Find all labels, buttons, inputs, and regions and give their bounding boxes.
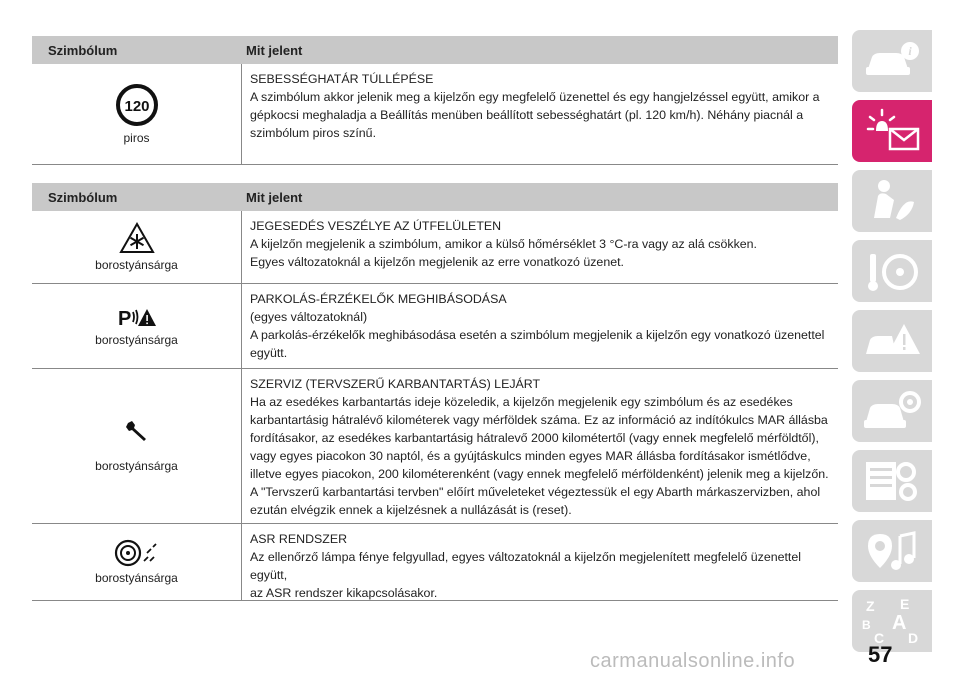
- table-row: [32, 211, 838, 284]
- color-caption: borostyánsárga: [95, 258, 178, 272]
- meaning-line: illetve egyes piacokon, 200 kilométerenként (vagy ennek megfelelő mérföldenként) jelenik meg a kijelzőn.: [250, 467, 829, 481]
- column-header-symbol: Szimbólum: [48, 189, 118, 205]
- table-header: [32, 36, 838, 64]
- meaning-line: ezután elvégzik ennek a kijelzésnek a nullázását is (reset).: [250, 503, 572, 517]
- index-letter: D: [908, 630, 919, 646]
- technical-data-icon: [862, 458, 922, 504]
- color-caption: borostyánsárga: [95, 459, 178, 473]
- symbol-cell: [32, 211, 242, 283]
- tab-starting-driving[interactable]: [852, 240, 932, 302]
- meaning-line: karbantartásig hátralévő kilométerek vagy mérföldek száma. Ez az információ az indítókulcs MAR állásba: [250, 413, 828, 427]
- tab-seat-safety[interactable]: [852, 170, 932, 232]
- multimedia-icon: [862, 528, 922, 574]
- meaning-title: SZERVIZ (TERVSZERŰ KARBANTARTÁS) LEJÁRT: [250, 377, 541, 391]
- meaning-title: PARKOLÁS-ÉRZÉKELŐK MEGHIBÁSODÁSA: [250, 292, 507, 306]
- tab-warning-lights[interactable]: [852, 100, 932, 162]
- column-header-symbol: Szimbólum: [48, 42, 118, 58]
- tab-technical-data[interactable]: [852, 450, 932, 512]
- index-letter: E: [900, 596, 910, 612]
- symbol-cell: [32, 369, 242, 523]
- speed-limit-icon: [115, 83, 159, 127]
- column-header-meaning: Mit jelent: [246, 42, 303, 58]
- index-letter: B: [862, 618, 871, 632]
- page-number: 57: [868, 642, 893, 667]
- tab-maintenance[interactable]: [852, 380, 932, 442]
- meaning-title: JEGESEDÉS VESZÉLYE AZ ÚTFELÜLETEN: [250, 219, 502, 233]
- meaning-cell: [242, 369, 838, 523]
- svg-text:P: P: [117, 308, 131, 329]
- starting-driving-icon: [864, 248, 920, 294]
- meaning-cell: [242, 64, 838, 164]
- warning-lights-icon: [860, 107, 924, 155]
- tab-car-info[interactable]: [852, 30, 932, 92]
- meaning-line: szimbólum piros színű.: [250, 126, 377, 140]
- meaning-title: SEBESSÉGHATÁR TÚLLÉPÉSE: [250, 72, 434, 86]
- car-info-icon: [862, 39, 922, 83]
- meaning-cell: [242, 524, 838, 600]
- index-letter: Z: [866, 598, 875, 614]
- watermark: carmanualsonline.info: [590, 650, 796, 672]
- speed-limit-value: 120: [123, 98, 150, 115]
- maintenance-icon: [862, 388, 922, 434]
- table-row: [32, 524, 838, 601]
- symbol-table-2: [32, 183, 838, 601]
- meaning-line: Egyes változatoknál a kijelzőn megjelenik az erre vonatkozó üzenet.: [250, 255, 624, 269]
- column-header-meaning: Mit jelent: [246, 189, 303, 205]
- table-row: [32, 64, 838, 165]
- symbol-cell: [32, 64, 242, 164]
- meaning-line: A "Tervszerű karbantartási tervben" előírt műveleteket végeztessük el egy Abarth márkaszervizben, ahol: [250, 485, 821, 499]
- index-icon: [860, 595, 924, 647]
- index-letter: C: [874, 630, 885, 646]
- symbol-cell: [32, 524, 242, 600]
- symbol-cell: [32, 284, 242, 368]
- meaning-line: A parkolás-érzékelők meghibásodása esetén a szimbólum megjelenik a kijelzőn egy vonatkozó üzenettel: [250, 328, 825, 342]
- table-row: [32, 369, 838, 524]
- snowflake-warning-icon: [119, 222, 155, 254]
- table-header: [32, 183, 838, 211]
- index-letter: A: [892, 612, 907, 634]
- meaning-line: A szimbólum akkor jelenik meg a kijelzőn egy megfelelő üzenettel és egy hangjelzéssel együtt, amikor a: [250, 90, 820, 104]
- meaning-line: vagy egyes piacokon 30 naptól, és a gyújtáskulcs minden egyes MAR állásba fordításakor ismétlődve,: [250, 449, 811, 463]
- meaning-line: gépkocsi meghaladja a Beállítás menüben beállított sebességhatárt (pl. 120 km/h). Néhány piacnál a: [250, 108, 804, 122]
- meaning-line: Ha az esedékes karbantartás ideje közeledik, a kijelzőn megjelenik egy szimbólum és az esedékes: [250, 395, 793, 409]
- meaning-line: A kijelzőn megjelenik a szimbólum, amikor a külső hőmérséklet 3 °C-ra vagy az alá csökken.: [250, 237, 757, 251]
- meaning-line: fordításakor, az esedékes karbantartásig hátralevő 2000 kilométertől (vagy ennek megfelelő mérföldtől),: [250, 431, 819, 445]
- meaning-line: az ASR rendszer kikapcsolásakor.: [250, 586, 438, 600]
- meaning-line: (egyes változatoknál): [250, 310, 368, 324]
- svg-text:i: i: [908, 44, 912, 58]
- emergency-icon: [862, 318, 922, 364]
- symbol-table-1: [32, 36, 838, 165]
- meaning-cell: [242, 284, 838, 368]
- table-row: [32, 284, 838, 369]
- color-caption: piros: [123, 131, 150, 145]
- meaning-line: együtt.: [250, 346, 288, 360]
- tab-emergency[interactable]: [852, 310, 932, 372]
- meaning-title: ASR RENDSZER: [250, 532, 348, 546]
- tab-multimedia[interactable]: [852, 520, 932, 582]
- meaning-cell: [242, 211, 838, 283]
- seat-safety-icon: [864, 178, 920, 224]
- wrench-icon: [125, 419, 149, 443]
- color-caption: borostyánsárga: [95, 333, 178, 347]
- color-caption: borostyánsárga: [95, 571, 178, 585]
- meaning-line: Az ellenőrző lámpa fénye felgyullad, egyes változatoknál a kijelzőn megjelenített megfelelő üzenettel együtt,: [250, 550, 802, 582]
- asr-icon: [114, 539, 160, 567]
- parking-sensor-fault-icon: [117, 305, 157, 329]
- chapter-sidebar: [852, 30, 932, 660]
